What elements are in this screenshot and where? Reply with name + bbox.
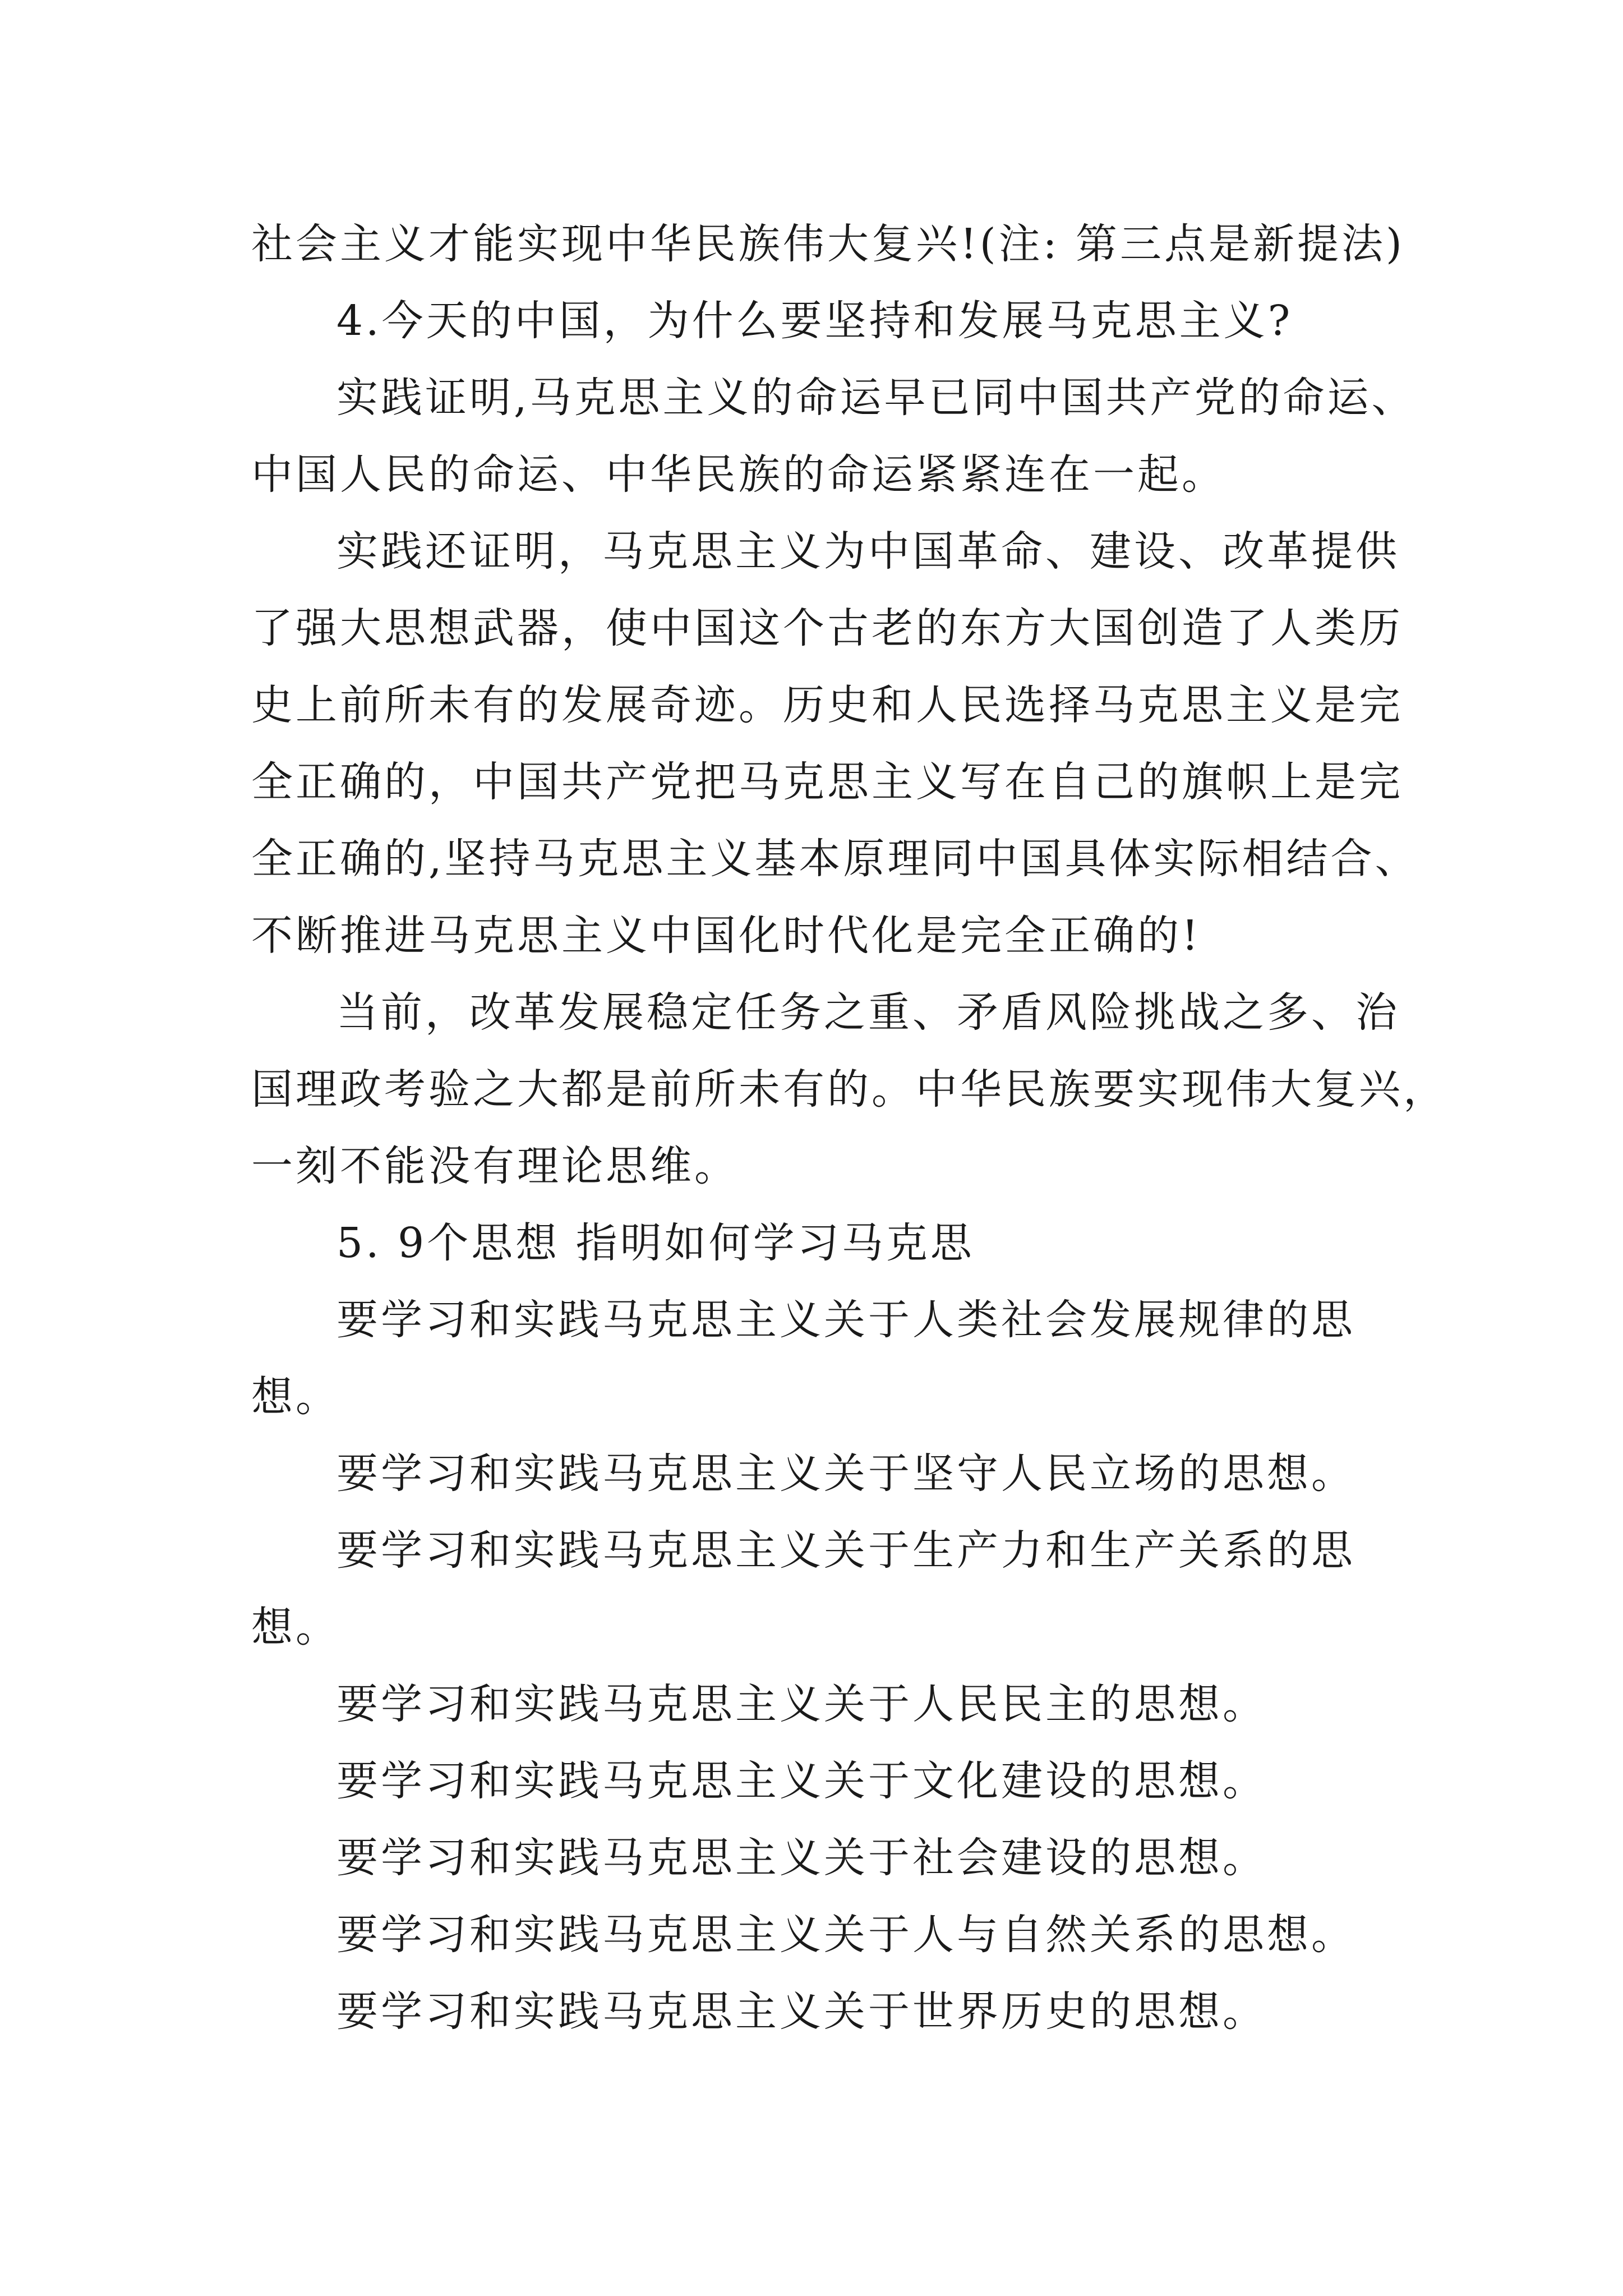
text-line: 实践证明,马克思主义的命运早已同中国共产党的命运、: [336, 374, 1416, 422]
text-line: 要学习和实践马克思主义关于生产力和生产关系的思: [336, 1526, 1355, 1575]
text-line: 要学习和实践马克思主义关于社会建设的思想。: [336, 1834, 1267, 1882]
text-line: 不断推进马克思主义中国化时代化是完全正确的!: [251, 912, 1201, 960]
text-line: 要学习和实践马克思主义关于人与自然关系的思想。: [336, 1911, 1355, 1959]
text-line: 要学习和实践马克思主义关于坚守人民立场的思想。: [336, 1450, 1355, 1498]
text-line: 了强大思想武器，使中国这个古老的东方大国创造了人类历: [251, 604, 1403, 652]
text-line: 社会主义才能实现中华民族伟大复兴!(注: 第三点是新提法): [251, 220, 1405, 268]
text-line: 中国人民的命运、中华民族的命运紧紧连在一起。: [251, 450, 1226, 499]
text-line: 全正确的,坚持马克思主义基本原理同中国具体实际相结合、: [251, 835, 1419, 883]
section-heading-4: 4.今天的中国，为什么要坚持和发展马克思主义?: [336, 297, 1293, 345]
text-line: 要学习和实践马克思主义关于文化建设的思想。: [336, 1757, 1267, 1805]
text-line: 一刻不能没有理论思维。: [251, 1142, 739, 1190]
text-line: 想。: [251, 1373, 340, 1421]
text-line: 史上前所未有的发展奇迹。历史和人民选择马克思主义是完: [251, 681, 1403, 729]
text-line: 国理政考验之大都是前所未有的。中华民族要实现伟大复兴，: [251, 1065, 1447, 1114]
text-line: 要学习和实践马克思主义关于人民民主的思想。: [336, 1680, 1267, 1728]
text-line: 想。: [251, 1603, 340, 1651]
text-line: 当前，改革发展稳定任务之重、矛盾风险挑战之多、治: [336, 988, 1400, 1037]
text-line: 全正确的，中国共产党把马克思主义写在自己的旗帜上是完: [251, 758, 1403, 806]
text-line: 要学习和实践马克思主义关于人类社会发展规律的思: [336, 1296, 1355, 1344]
text-line: 要学习和实践马克思主义关于世界历史的思想。: [336, 1987, 1267, 2036]
section-heading-5: 5. 9个思想 指明如何学习马克思: [336, 1219, 975, 1267]
text-line: 实践还证明，马克思主义为中国革命、建设、改革提供: [336, 527, 1400, 576]
